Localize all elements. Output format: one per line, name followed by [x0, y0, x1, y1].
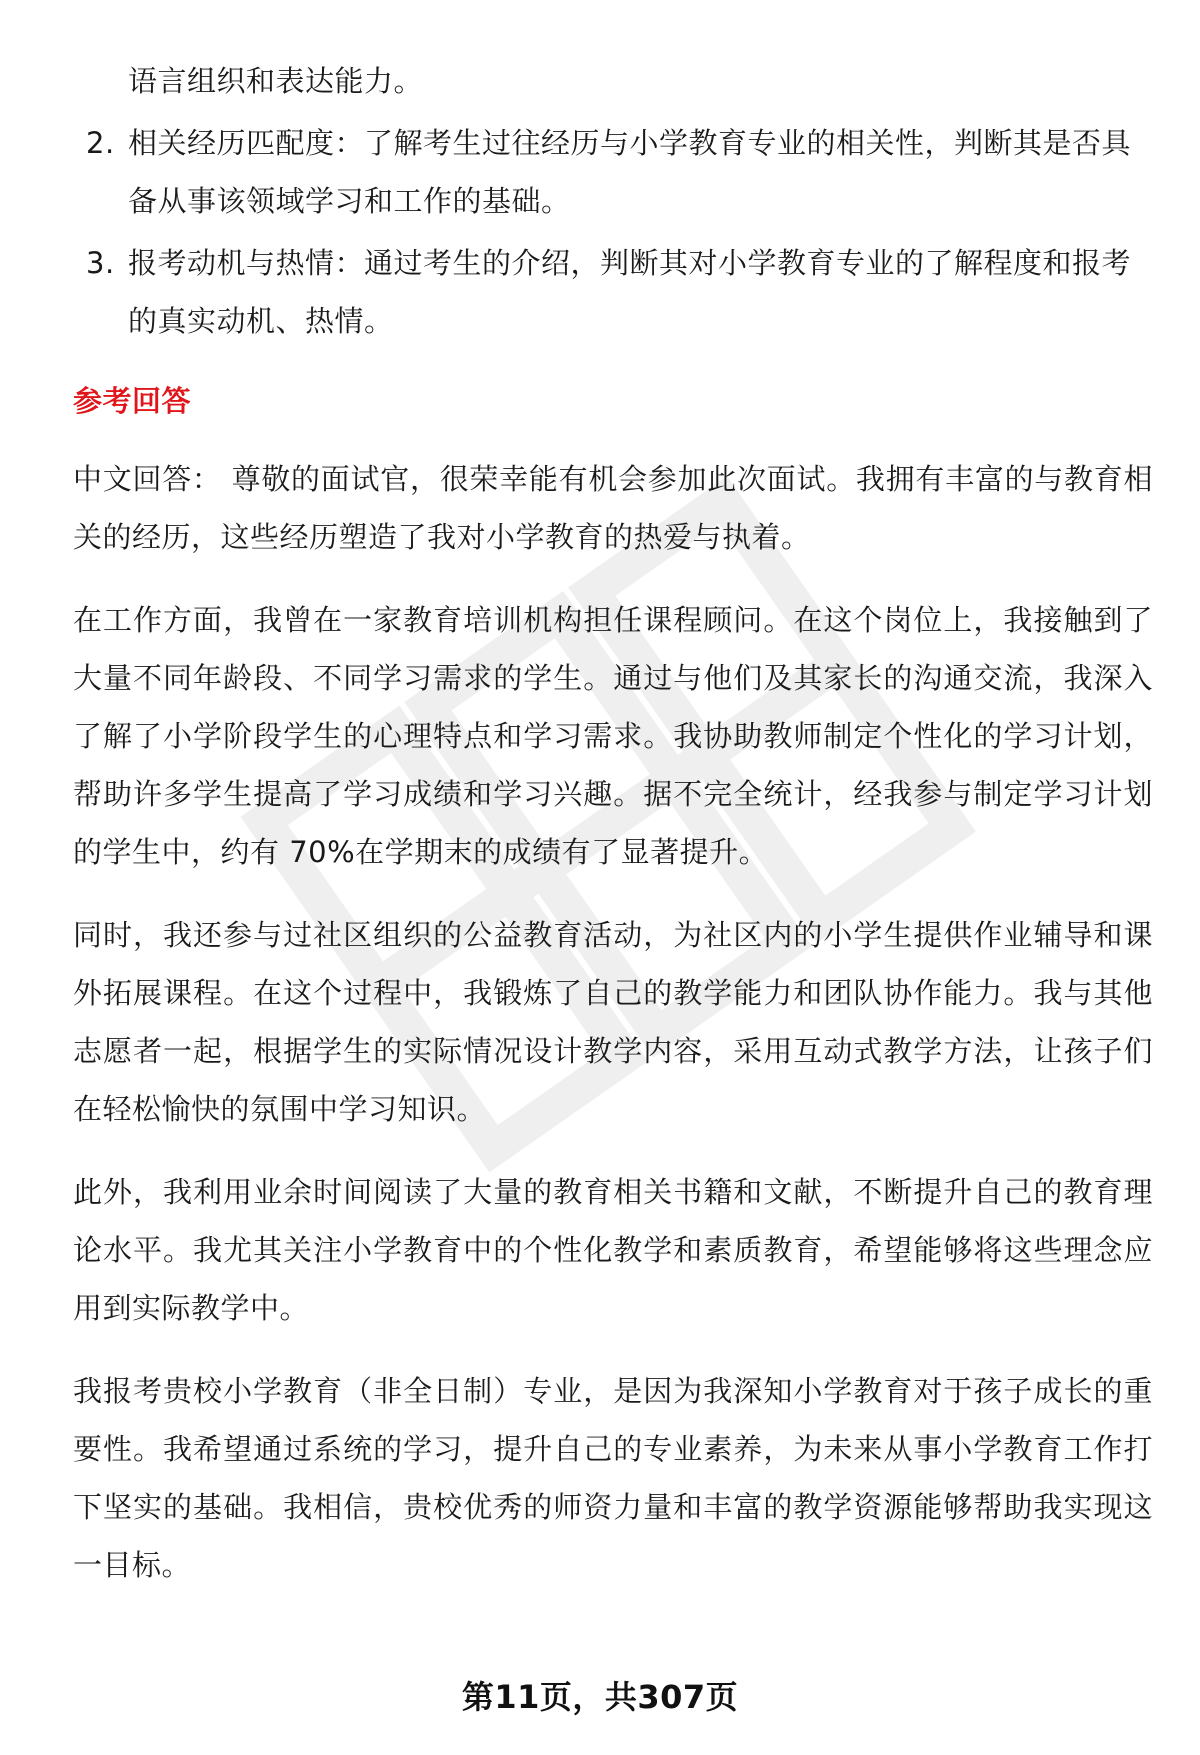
criteria-continuation: 语言组织和表达能力。	[128, 64, 424, 98]
criteria-text: 相关经历匹配度：了解考生过往经历与小学教育专业的相关性，判断其是否具备从事该领域学习和工作的基础。	[128, 126, 1132, 218]
criteria-item	[73, 114, 1153, 230]
criteria-number: 2.	[86, 126, 115, 160]
criteria-number: 3.	[86, 246, 115, 280]
answer-paragraph: 我报考贵校小学教育（非全日制）专业，是因为我深知小学教育对于孩子成长的重要性。我希望通过系统的学习，提升自己的专业素养，为未来从事小学教育工作打下坚实的基础。我相信，贵校优秀的师资力量和丰富的教学资源能够帮助我实现这一目标。	[73, 1374, 1153, 1582]
answer-paragraph: 中文回答： 尊敬的面试官，很荣幸能有机会参加此次面试。我拥有丰富的与教育相关的经历，这些经历塑造了我对小学教育的热爱与执着。	[73, 462, 1153, 554]
answer-paragraph: 同时，我还参与过社区组织的公益教育活动，为社区内的小学生提供作业辅导和课外拓展课程。在这个过程中，我锻炼了自己的教学能力和团队协作能力。我与其他志愿者一起，根据学生的实际情况设计教学内容，采用互动式教学方法，让孩子们在轻松愉快的氛围中学习知识。	[73, 918, 1153, 1126]
section-title: 参考回答	[73, 384, 192, 418]
document-content	[73, 52, 1153, 1619]
criteria-list	[73, 114, 1153, 350]
criteria-item	[73, 234, 1153, 350]
page-number: 第11页，共307页	[461, 1678, 739, 1716]
answer-paragraph: 此外，我利用业余时间阅读了大量的教育相关书籍和文献，不断提升自己的教育理论水平。我尤其关注小学教育中的个性化教学和素质教育，希望能够将这些理念应用到实际教学中。	[73, 1175, 1153, 1325]
criteria-text: 报考动机与热情：通过考生的介绍，判断其对小学教育专业的了解程度和报考的真实动机、热情。	[128, 246, 1132, 338]
answer-paragraph: 在工作方面，我曾在一家教育培训机构担任课程顾问。在这个岗位上，我接触到了大量不同年龄段、不同学习需求的学生。通过与他们及其家长的沟通交流，我深入了解了小学阶段学生的心理特点和学习需求。我协助教师制定个性化的学习计划，帮助许多学生提高了学习成绩和学习兴趣。据不完全统计，经我参与制定学习计划的学生中，约有 70%在学期末的成绩有了显著提升。	[73, 603, 1153, 869]
